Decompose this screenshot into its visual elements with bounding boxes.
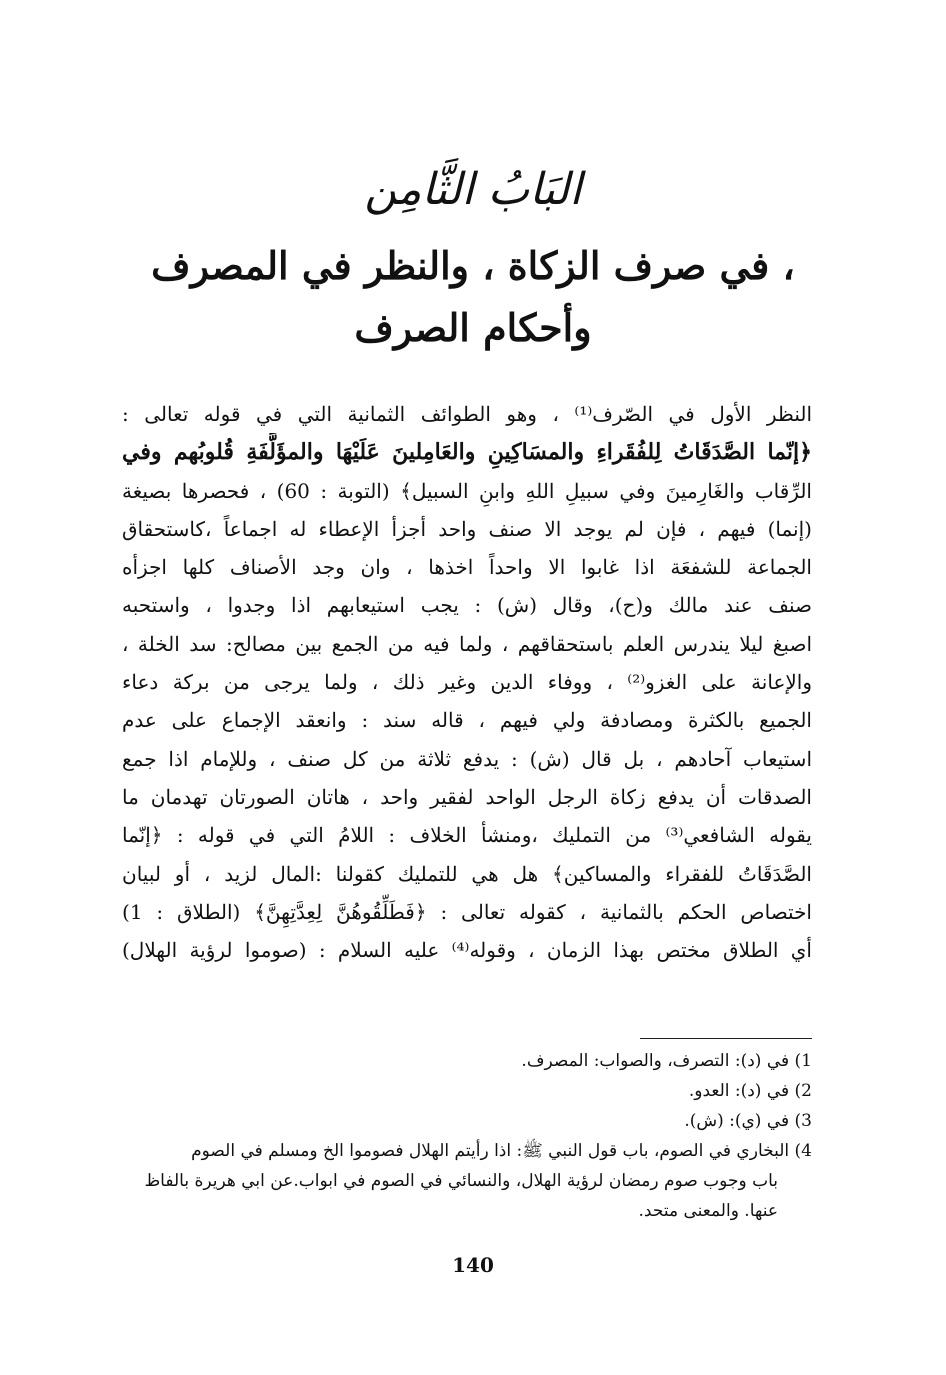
footnote-4-continued: باب وجوب صوم رمضان لرؤية الهلال، والنسائي في الصوم في ابواب.عن ابي هريرة بالفاظ — [144, 1171, 778, 1191]
footnote-3: 3) في (ي): (ش). — [684, 1111, 812, 1131]
footnote-separator — [640, 1038, 812, 1039]
body-line: الرِّقاب والغَارِمينَ وفي سبيلِ اللهِ وابنِ السبيل﴾ (التوبة : 60) ، فحصرها بصيغة — [122, 478, 812, 503]
body-line: الجماعة للشفعَة اذا غابوا الا واحداً اخذها ، وان وجد الأصناف كلها اجزأه — [122, 555, 812, 580]
body-line: أي الطلاق مختص بهذا الزمان ، وقوله⁽⁴⁾ عليه السلام : (صوموا لرؤية الهلال) — [122, 938, 812, 963]
footnote-1: 1) في (د): التصرف، والصواب: المصرف. — [521, 1051, 812, 1071]
chapter-heading-line-2: وأحكام الصرف — [354, 305, 592, 350]
body-line: الصَّدَقَاتُ للفقراء والمساكين﴾ هل هي للتمليك كقولنا :المال لزيد ، أو لبيان — [122, 861, 812, 886]
body-line: اختصاص الحكم بالثمانية ، كقوله تعالى : ﴿فَطَلِّقُوهُنَّ لِعِدَّتِهِنَّ﴾ (الطلاق : 1) — [122, 899, 812, 924]
body-line: يقوله الشافعي⁽³⁾ من التمليك ،ومنشأ الخلاف : اللامُ التي في قوله : ﴿إنّما — [122, 823, 812, 848]
footnote-2: 2) في (د): العدو. — [688, 1081, 812, 1101]
footnotes — [130, 1046, 812, 1226]
body-line: الصدقات أن يدفع زكاة الرجل الواحد لفقير واحد ، هاتان الصورتان تهدمان ما — [122, 784, 812, 809]
body-line: النظر الأول في الصّرف⁽¹⁾ ، وهو الطوائف الثمانية التي في قوله تعالى : — [122, 402, 812, 426]
chapter-heading-line-1: في صرف الزكاة ، والنظر في المصرف ، — [151, 243, 795, 288]
page-number: 140 — [452, 1253, 494, 1277]
chapter-title: البَابُ الثَّامِن — [364, 164, 582, 215]
body-line: ﴿إنّما الصَّدَقَاتُ لِلفُقَراءِ والمسَاكِينِ والعَامِلينَ عَلَيْهَا والمؤَلَّفَةِ قُلوبُهم وفي — [122, 439, 812, 466]
body-line: والإعانة على الغزو⁽²⁾ ، ووفاء الدين وغير ذلك ، ولما يرجى من بركة دعاء — [122, 670, 812, 695]
footnote-4-continued: عنها. والمعنى متحد. — [638, 1201, 778, 1221]
footnote-4: 4) البخاري في الصوم، باب قول النبي ﷺ: اذا رأيتم الهلال فصوموا الخ ومسلم في الصوم — [191, 1141, 812, 1161]
body-line: اصبغ ليلا يندرس العلم باستحقاقهم ، ولما فيه من الجمع بين مصالح: سد الخلة ، — [122, 631, 812, 656]
body-line: صنف عند مالك و(ح)، وقال (ش) : يجب استيعابهم اذا وجدوا ، واستحبه — [122, 593, 812, 618]
body-line: الجميع بالكثرة ومصادفة ولي فيهم ، قاله سند : وانعقد الإجماع على عدم — [122, 708, 812, 733]
body-line: (إنما) فيهم ، فإن لم يوجد الا صنف واحد أجزأ الإعطاء له اجماعاً ،كاستحقاق — [122, 516, 812, 541]
body-text — [122, 395, 812, 969]
body-line: استيعاب آحادهم ، بل قال (ش) : يدفع ثلاثة من كل صنف ، وللإمام اذا جمع — [122, 746, 812, 771]
